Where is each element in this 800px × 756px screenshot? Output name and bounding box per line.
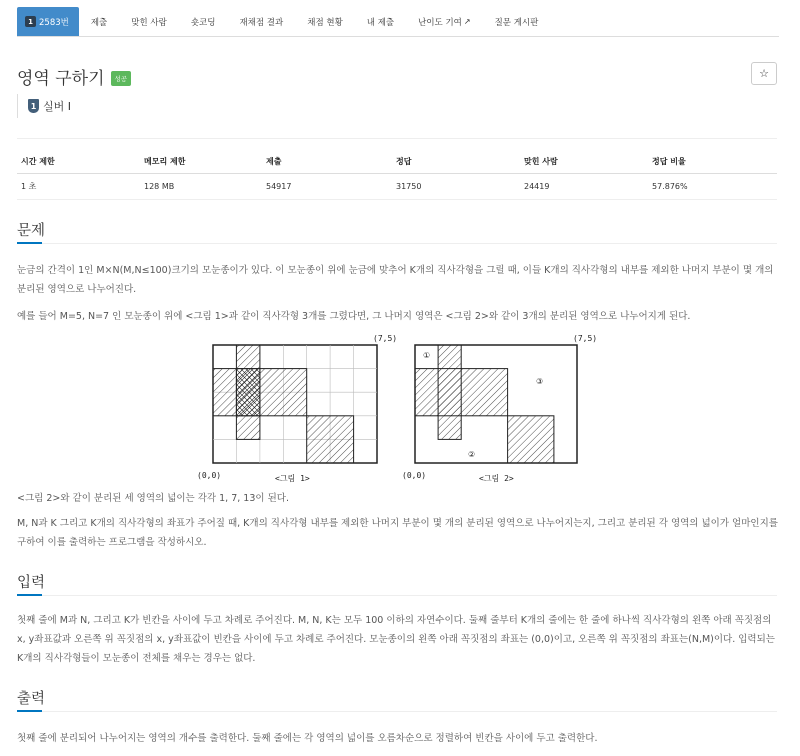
favorite-star-button[interactable] <box>751 62 777 85</box>
tab-solved-users-label: 맞힌 사람 <box>131 17 167 28</box>
region-1-label: ① <box>423 351 431 360</box>
status-badge: 성공 <box>111 71 132 86</box>
header-memory-limit: 메모리 제한 <box>144 156 186 166</box>
tab-submit[interactable] <box>79 7 119 36</box>
value-ratio: 57.876% <box>652 181 688 191</box>
tab-problem[interactable] <box>17 7 79 36</box>
tier-label: 실버 I <box>43 100 71 113</box>
fig1-origin-label: (0,0) <box>197 471 222 480</box>
tier-badge-icon: 1 <box>25 16 36 27</box>
tab-short-coding[interactable] <box>179 7 228 36</box>
table-header-row <box>17 149 777 174</box>
tab-short-coding-label: 숏코딩 <box>190 17 216 28</box>
header-ratio: 정답 비율 <box>652 156 686 166</box>
tab-question-board[interactable] <box>483 7 551 36</box>
header-solved-users: 맞힌 사람 <box>524 156 558 166</box>
value-accepted: 31750 <box>396 181 422 191</box>
section-underline <box>17 594 42 596</box>
tab-problem-label: 2583번 <box>39 17 69 28</box>
section-underline <box>17 242 42 244</box>
region-2-label: ② <box>468 450 476 459</box>
figure-1 <box>197 334 397 483</box>
figure-2 <box>402 334 597 483</box>
problem-info-table <box>17 138 777 198</box>
table-row <box>17 174 777 198</box>
problem-title: 영역 구하기 <box>17 69 105 89</box>
problem-description-1: 눈금의 간격이 1인 M×N(M,N≤100)크기의 모눈종이가 있다. 이 모눈종이 위에 눈금에 맞추어 K개의 직사각형을 그릴 때, 이들 K개의 직사각형의 내부를 제외한 나머지 부분이 몇 개의 분리된 영역으로 나누어진다. <box>17 265 774 295</box>
fig1-caption: <그림 1> <box>275 474 310 483</box>
region-3-label: ③ <box>536 377 544 386</box>
problem-figure <box>197 330 597 488</box>
tab-submit-label: 제출 <box>90 17 108 28</box>
section-title-input: 입력 <box>17 575 46 591</box>
fig2-caption: <그림 2> <box>479 474 514 483</box>
section-divider <box>17 711 777 712</box>
silver-tier-icon: 1 <box>28 99 39 113</box>
header-time-limit: 시간 제한 <box>21 156 55 166</box>
input-description: 첫째 줄에 M과 N, 그리고 K가 빈칸을 사이에 두고 차례로 주어진다. M, N, K는 모두 100 이하의 자연수이다. 둘째 줄부터 K개의 줄에는 한 줄에 하나씩 직사각형의 왼쪽 아래 꼭짓점의 x, y좌표값과 오른쪽 위 꼭짓점의 x, y좌표값이 빈칸을 사이에 두고 차례로 주어진다. 모눈종이의 왼쪽 아래 꼭짓점의 좌표는 (0,0)이고, 오른쪽 위 꼭짓점의 좌표는(N,M)이다. 입력되는 K개의 직사각형들이 모눈종이 전체를 채우는 경우는 없다. <box>17 615 775 664</box>
section-divider <box>17 243 777 244</box>
tab-rejudge-results[interactable] <box>227 7 295 36</box>
fig1-corner-label: (7,5) <box>373 334 398 343</box>
tab-question-board-label: 질문 게시판 <box>494 17 539 28</box>
problem-menu-tabs <box>17 7 779 37</box>
value-solved-users: 24419 <box>524 181 550 191</box>
section-underline <box>17 710 42 712</box>
table-bottom-divider <box>17 199 777 200</box>
star-icon: ☆ <box>759 67 769 80</box>
header-accepted: 정답 <box>396 156 412 166</box>
section-title-output: 출력 <box>17 691 46 707</box>
tab-difficulty-label: 난이도 기여 <box>418 17 462 28</box>
problem-title-row <box>17 64 131 89</box>
fig2-corner-label: (7,5) <box>573 334 597 343</box>
value-submissions: 54917 <box>266 181 292 191</box>
tab-difficulty-contribution[interactable] <box>406 7 482 36</box>
tab-judge-status[interactable] <box>295 7 355 36</box>
output-description: 첫째 줄에 분리되어 나누어지는 영역의 개수를 출력한다. 둘째 줄에는 각 영역의 넓이를 오름차순으로 정렬하여 빈칸을 사이에 두고 출력한다. <box>17 733 598 744</box>
value-time-limit: 1 초 <box>21 181 37 191</box>
tab-my-submissions[interactable] <box>355 7 406 36</box>
fig2-origin-label: (0,0) <box>402 471 427 480</box>
tab-judge-status-label: 채점 현황 <box>307 17 343 28</box>
external-link-icon: ↗ <box>463 17 471 26</box>
value-memory-limit: 128 MB <box>144 181 175 191</box>
problem-description-3: <그림 2>와 같이 분리된 세 영역의 넓이는 각각 1, 7, 13이 된다. <box>17 493 289 504</box>
section-title-problem: 문제 <box>17 223 46 239</box>
section-divider <box>17 595 777 596</box>
tab-solved-users[interactable] <box>119 7 179 36</box>
tab-my-submissions-label: 내 제출 <box>366 17 395 28</box>
header-submissions: 제출 <box>266 156 282 166</box>
problem-description-2: 예를 들어 M=5, N=7 인 모눈종이 위에 <그림 1>과 같이 직사각형 3개를 그렸다면, 그 나머지 영역은 <그림 2>와 같이 3개의 분리된 영역으로 나누어지게 된다. <box>17 311 691 322</box>
problem-description-4: M, N과 K 그리고 K개의 직사각형의 좌표가 주어질 때, K개의 직사각형 내부를 제외한 나머지 부분이 몇 개의 분리된 영역으로 나누어지는지, 그리고 분리된 각 영역의 넓이가 얼마인지를 구하여 이를 출력하는 프로그램을 작성하시오. <box>17 518 778 548</box>
problem-tier <box>17 94 71 118</box>
tab-rejudge-results-label: 재채점 결과 <box>239 17 284 28</box>
